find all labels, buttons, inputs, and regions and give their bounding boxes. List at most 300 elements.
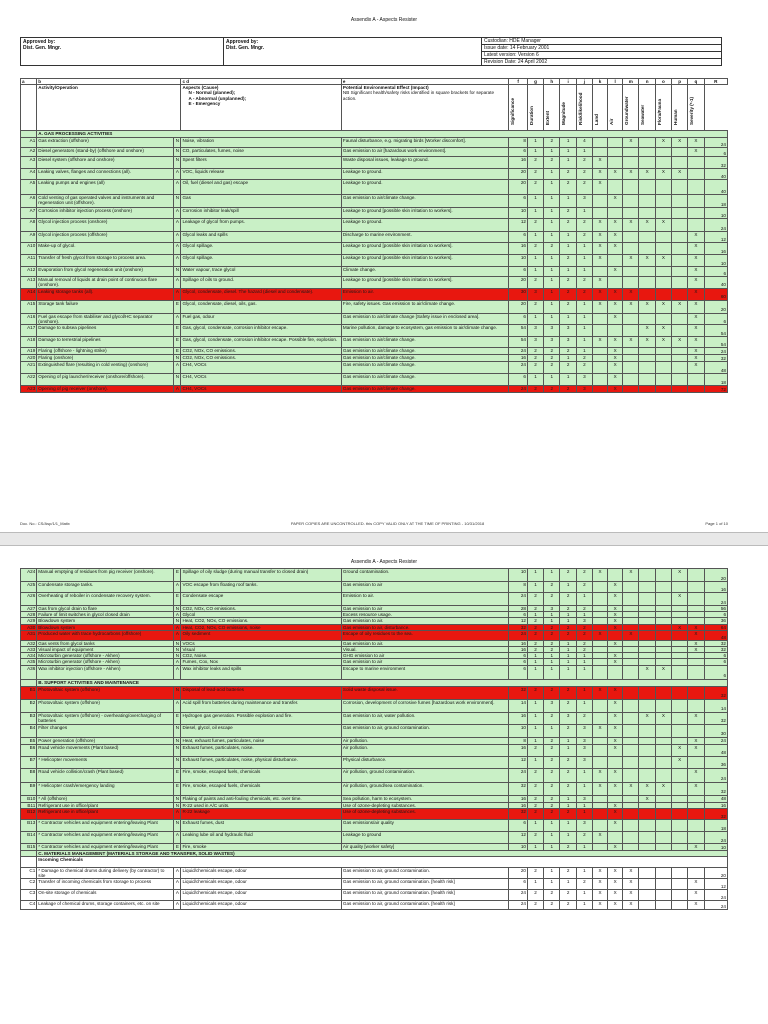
significance-score: 6	[509, 659, 528, 665]
air-impact-mark: X	[608, 768, 623, 782]
significance-score: 24	[509, 890, 528, 901]
risk-likelihood-score: 3	[576, 724, 592, 737]
magnitude-score: 2	[560, 808, 576, 819]
environmental-effect: Visual.	[341, 647, 508, 653]
seawater-impact-mark: X	[639, 300, 655, 313]
human-impact-mark	[672, 768, 688, 782]
duration-score: 1	[527, 712, 543, 724]
activity-operation: Leaking pumps and engines (all)	[37, 180, 174, 195]
column-letter: h	[544, 79, 560, 85]
flora-fauna-impact-mark	[655, 348, 671, 355]
risk-likelihood-score: 2	[576, 219, 592, 232]
condition-code: N	[174, 724, 181, 737]
land-impact-mark	[593, 819, 608, 831]
effect-header-title: Potential Environmental Effect (Impact)	[342, 85, 429, 91]
seawater-impact-mark	[639, 232, 655, 243]
duration-score: 1	[527, 138, 543, 148]
activity-operation: Microturbin generator (offshore - Akhen)	[37, 659, 174, 665]
activity-operation: Diesel system (offshore and onshore)	[37, 157, 174, 169]
land-impact-mark: X	[593, 868, 608, 879]
severity-value: 6	[704, 653, 727, 659]
activity-operation: * Contractor vehicles and equipment entering/leaving Plant	[37, 843, 174, 850]
human-impact-mark: X	[672, 569, 688, 582]
land-impact-mark	[593, 148, 608, 157]
register-row	[21, 569, 728, 582]
activity-operation: Microturbin generator (offshore - Akhen)	[37, 653, 174, 659]
seawater-impact-mark	[639, 724, 655, 737]
duration-score: 1	[527, 879, 543, 890]
land-impact-mark	[593, 362, 608, 374]
risk-likelihood-score: 1	[576, 890, 592, 901]
significance-score: 12	[509, 219, 528, 232]
magnitude-score: 1	[560, 802, 576, 808]
register-page-2	[0, 546, 768, 1024]
condition-code: E	[174, 325, 181, 337]
land-impact-mark	[593, 386, 608, 393]
condition-code: A	[174, 808, 181, 819]
land-impact-mark	[593, 348, 608, 355]
magnitude-score: 2	[560, 569, 576, 582]
human-impact-mark: X	[672, 169, 688, 180]
magnitude-score: 1	[560, 232, 576, 243]
item-id: A15	[21, 300, 37, 313]
extent-score: 2	[544, 686, 560, 699]
significance-score: 20	[509, 300, 528, 313]
human-impact-mark	[672, 901, 688, 910]
other-impact-mark	[688, 819, 704, 831]
duration-score: 1	[527, 232, 543, 243]
risk-likelihood-score: 2	[576, 630, 592, 640]
magnitude-score: 1	[560, 831, 576, 843]
environmental-effect: Air pollution, ground contamination.	[341, 768, 508, 782]
duration-score: 3	[527, 337, 543, 348]
condition-code: A	[174, 868, 181, 879]
land-impact-mark	[593, 756, 608, 768]
flora-fauna-impact-mark	[655, 795, 671, 802]
activity-operation: Flaring (onshore)	[37, 355, 174, 362]
significance-score: 20	[509, 169, 528, 180]
significance-score: 6	[509, 232, 528, 243]
activity-operation: Gas from glycol drain to flare	[37, 606, 174, 612]
activity-operation: Manual removal of liquids at drain point of continuous flare (onshore).	[37, 277, 174, 288]
extent-score: 3	[544, 337, 560, 348]
aspect-cause: Exhaust fumes, particulates, noise, physical disturbance.	[181, 756, 341, 768]
environmental-effect: Gas emission to air, ground contamination.	[341, 724, 508, 737]
condition-code: N	[174, 157, 181, 169]
column-letter: p	[672, 79, 688, 85]
extent-score: 1	[544, 653, 560, 659]
land-impact-mark	[593, 325, 608, 337]
duration-score: 2	[527, 744, 543, 756]
risk-likelihood-score: 2	[576, 288, 592, 300]
activity-operation: Flaring (offshore - lightning strike)	[37, 348, 174, 355]
activity-operation: Transfer of fresh glycol from storage to process area.	[37, 255, 174, 267]
risk-likelihood-score: 1	[576, 148, 592, 157]
air-impact-mark: X	[608, 337, 623, 348]
seawater-impact-mark	[639, 267, 655, 277]
uncontrolled-copy-notice: PAPER COPIES ARE UNCONTROLLED. this COPY VALID ONLY AT THE TIME OF PRINTING - 10/31/2018	[290, 521, 485, 526]
significance-score: 16	[509, 355, 528, 362]
revision-date: Revision Date: 24 April 2002	[484, 59, 548, 65]
risk-likelihood-score: 1	[576, 665, 592, 679]
magnitude-score: 1	[560, 267, 576, 277]
item-id: C4	[21, 901, 37, 910]
air-impact-mark: X	[608, 288, 623, 300]
human-impact-mark	[672, 831, 688, 843]
magnitude-score: 2	[560, 208, 576, 219]
land-impact-mark	[593, 138, 608, 148]
item-id: A23	[21, 386, 37, 393]
environmental-effect: Escape of oily residues to the sea.	[341, 630, 508, 640]
seawater-impact-mark: X	[639, 795, 655, 802]
seawater-impact-mark: X	[639, 169, 655, 180]
environmental-effect: Gas emission to air/climate change.	[341, 348, 508, 355]
groundwater-impact-mark	[623, 819, 639, 831]
flora-fauna-impact-mark	[655, 180, 671, 195]
aspect-cause: CH4, VOCs	[181, 362, 341, 374]
register-row	[21, 355, 728, 362]
register-row	[21, 169, 728, 180]
activity-operation: Filter changes	[37, 724, 174, 737]
land-impact-mark	[593, 744, 608, 756]
activity-operation: Blowdown system	[37, 624, 174, 630]
risk-likelihood-score: 1	[576, 267, 592, 277]
aspect-cause: Fire, smoke, escaped fuels, chemicals	[181, 768, 341, 782]
condition-code: A	[174, 362, 181, 374]
human-impact-mark	[672, 267, 688, 277]
document-title: Assendix A - Aspects Resister	[350, 17, 418, 23]
seawater-impact-mark	[639, 288, 655, 300]
condition-code: N	[174, 138, 181, 148]
duration-score: 2	[527, 802, 543, 808]
register-row	[21, 148, 728, 157]
air-impact-mark: X	[608, 582, 623, 593]
magnitude-score: 3	[560, 337, 576, 348]
extent-score: 1	[544, 300, 560, 313]
land-impact-mark	[593, 712, 608, 724]
seawater-impact-mark	[639, 582, 655, 593]
risk-likelihood-score: 2	[576, 569, 592, 582]
duration-score: 2	[527, 647, 543, 653]
approved-by-1	[21, 38, 224, 65]
duration-score: 1	[527, 313, 543, 324]
other-impact-mark: X	[688, 782, 704, 795]
land-impact-mark	[593, 208, 608, 219]
environmental-effect: Discharge to marine environment.	[341, 232, 508, 243]
land-impact-mark: X	[593, 768, 608, 782]
environmental-effect: Gas emission to air	[341, 582, 508, 593]
environmental-effect: Gas emission to air/climate change.	[341, 337, 508, 348]
register-row	[21, 362, 728, 374]
flora-fauna-impact-mark	[655, 686, 671, 699]
land-impact-mark: X	[593, 337, 608, 348]
seawater-impact-mark	[639, 819, 655, 831]
air-impact-mark: X	[608, 169, 623, 180]
vertical-header-label: Significance	[510, 98, 516, 126]
register-row	[21, 593, 728, 606]
land-impact-mark: X	[593, 288, 608, 300]
aspect-cause: Disposal of lead-acid batteries	[181, 686, 341, 699]
severity-value: 24	[704, 593, 727, 606]
duration-score: 2	[527, 795, 543, 802]
activity-operation: Fuel gas escape from stabiliser and glycol/HC separator (onshore).	[37, 313, 174, 324]
duration-score: 1	[527, 612, 543, 618]
duration-score: 1	[527, 255, 543, 267]
groundwater-impact-mark: X	[623, 890, 639, 901]
flora-fauna-impact-mark	[655, 831, 671, 843]
extent-score: 1	[544, 868, 560, 879]
environmental-effect: Emission to air.	[341, 288, 508, 300]
extent-score: 1	[544, 843, 560, 850]
aspect-cause: R-22 leakage	[181, 808, 341, 819]
air-impact-mark: X	[608, 802, 623, 808]
extent-score: 2	[544, 386, 560, 393]
significance-score: 6	[509, 612, 528, 618]
other-impact-mark: X	[688, 288, 704, 300]
duration-score: 2	[527, 593, 543, 606]
aspect-cause: Glycol spillage.	[181, 255, 341, 267]
magnitude-score: 2	[560, 255, 576, 267]
vertical-header	[608, 85, 623, 131]
duration-score: 2	[527, 624, 543, 630]
environmental-effect: Air pollution.	[341, 737, 508, 744]
environmental-effect: Gas emission to air [hazardous work environment].	[341, 148, 508, 157]
column-letter: f	[509, 79, 528, 85]
duration-score: 2	[527, 219, 543, 232]
significance-score: 14	[509, 699, 528, 712]
significance-score: 8	[509, 582, 528, 593]
condition-code: A	[174, 169, 181, 180]
flora-fauna-impact-mark: X	[655, 712, 671, 724]
register-row	[21, 288, 728, 300]
severity-value: 32	[704, 355, 727, 362]
condition-code: A	[174, 630, 181, 640]
significance-score: 24	[509, 768, 528, 782]
other-impact-mark: X	[688, 768, 704, 782]
activity-operation: Leakage of chemical drums, storage containers, etc. on site	[37, 901, 174, 910]
severity-value: 72	[704, 386, 727, 393]
risk-likelihood-score: 2	[576, 606, 592, 612]
human-impact-mark	[672, 737, 688, 744]
human-impact-mark	[672, 843, 688, 850]
severity-value: 24	[704, 138, 727, 148]
duration-score: 2	[527, 362, 543, 374]
groundwater-impact-mark	[623, 808, 639, 819]
other-impact-mark	[688, 169, 704, 180]
air-impact-mark	[608, 630, 623, 640]
condition-code: A	[175, 659, 179, 665]
register-row	[21, 868, 728, 879]
condition-code: E	[175, 843, 179, 849]
section-heading: A. GAS PROCESSING ACTIVITIES	[37, 131, 728, 138]
condition-code: A	[174, 831, 181, 843]
other-impact-mark	[688, 593, 704, 606]
seawater-impact-mark	[639, 157, 655, 169]
column-letter: o	[655, 79, 671, 85]
other-impact-mark	[688, 724, 704, 737]
flora-fauna-impact-mark	[655, 901, 671, 910]
significance-score: 20	[509, 180, 528, 195]
flora-fauna-impact-mark	[655, 879, 671, 890]
duration-score: 2	[527, 640, 543, 646]
land-impact-mark	[593, 795, 608, 802]
severity-value: 40	[704, 180, 727, 195]
other-impact-mark: X	[688, 348, 704, 355]
extent-score: 2	[544, 712, 560, 724]
flora-fauna-impact-mark	[655, 569, 671, 582]
air-impact-mark: X	[608, 653, 623, 659]
air-impact-mark: X	[608, 782, 623, 795]
aspect-cause: Spillage of oily sludge (during manual transfer to closed drain)	[181, 569, 341, 582]
magnitude-score: 1	[560, 653, 576, 659]
item-id: A19	[21, 348, 37, 355]
environmental-effect: Gas emission to air/climate change.	[341, 195, 508, 208]
groundwater-impact-mark: X	[623, 300, 639, 313]
air-impact-mark: X	[608, 890, 623, 901]
risk-likelihood-score: 1	[576, 325, 592, 337]
condition-code: E	[174, 569, 181, 582]
flora-fauna-impact-mark	[655, 374, 671, 386]
item-id: B2	[21, 699, 37, 712]
magnitude-score: 1	[560, 243, 576, 255]
aspect-cause: Water vapour, trace glycol	[181, 267, 341, 277]
flora-fauna-impact-mark: X	[655, 665, 671, 679]
aspect-cause: Glycol	[181, 612, 341, 618]
other-impact-mark: X	[688, 640, 704, 646]
environmental-effect: Gas emission to air	[341, 659, 508, 665]
column-letter: l	[608, 79, 623, 85]
environmental-effect: GHG emission to air	[341, 653, 508, 659]
magnitude-score: 2	[560, 300, 576, 313]
groundwater-impact-mark	[623, 843, 639, 850]
land-impact-mark: X	[593, 569, 608, 582]
seawater-impact-mark	[639, 180, 655, 195]
seawater-impact-mark	[639, 148, 655, 157]
magnitude-score: 2	[560, 724, 576, 737]
human-impact-mark	[672, 148, 688, 157]
condition-code: E	[174, 593, 181, 606]
magnitude-score: 2	[560, 901, 576, 910]
significance-score: 6	[509, 148, 528, 157]
column-letter: j	[576, 79, 592, 85]
flora-fauna-impact-mark	[655, 768, 671, 782]
activity-operation: Storage tank failure	[37, 300, 174, 313]
register-row	[21, 300, 728, 313]
environmental-effect: Physical disturbance.	[341, 756, 508, 768]
magnitude-score: 2	[560, 630, 576, 640]
significance-score: 6	[509, 879, 528, 890]
significance-score: 6	[509, 665, 528, 679]
air-impact-mark: X	[608, 612, 623, 618]
other-impact-mark	[688, 756, 704, 768]
vertical-header	[560, 85, 576, 131]
risk-likelihood-score: 1	[576, 255, 592, 267]
item-id: A4	[21, 169, 37, 180]
air-impact-mark: X	[608, 232, 623, 243]
effect-header-note: NB Significant health/safety risks identified in square brackets for separate action.	[342, 90, 495, 101]
air-impact-mark	[608, 138, 623, 148]
magnitude-score: 2	[560, 768, 576, 782]
air-impact-mark: X	[608, 737, 623, 744]
register-row	[21, 157, 728, 169]
air-impact-mark: X	[608, 879, 623, 890]
seawater-impact-mark	[639, 868, 655, 879]
other-impact-mark: X	[688, 277, 704, 288]
other-impact-mark	[688, 699, 704, 712]
significance-score: 6	[509, 374, 528, 386]
severity-value: 32	[704, 640, 727, 646]
human-impact-mark	[672, 868, 688, 879]
significance-score: 8	[509, 138, 528, 148]
aspect-cause: Glycol spillage.	[181, 243, 341, 255]
register-row	[21, 857, 728, 868]
flora-fauna-impact-mark	[655, 243, 671, 255]
item-id: B7	[21, 756, 37, 768]
magnitude-score: 2	[560, 348, 576, 355]
aspect-cause: Heat, CO2, NOx, CO emissions.	[181, 618, 341, 624]
duration-score: 2	[527, 901, 543, 910]
risk-likelihood-score: 2	[576, 582, 592, 593]
land-impact-mark: X	[593, 219, 608, 232]
air-impact-mark	[608, 255, 623, 267]
seawater-impact-mark: X	[639, 337, 655, 348]
severity-value: 32	[704, 157, 727, 169]
severity-value: 48	[704, 744, 727, 756]
air-impact-mark: X	[608, 686, 623, 699]
severity-value: 18	[704, 819, 727, 831]
extent-score: 1	[544, 612, 560, 618]
issue-date: Issue date: 14 February 2001	[482, 45, 721, 52]
duration-score: 1	[527, 208, 543, 219]
vertical-header-label: Duration	[528, 106, 534, 126]
extent-score: 1	[544, 569, 560, 582]
duration-score: 3	[527, 288, 543, 300]
activity-operation: Leaking storage tanks (all).	[37, 288, 174, 300]
vertical-header-label: Flora/Fauna	[656, 99, 662, 126]
risk-likelihood-score: 1	[576, 659, 592, 665]
register-row	[21, 337, 728, 348]
human-impact-mark	[672, 630, 688, 640]
significance-score: 32	[509, 782, 528, 795]
seawater-impact-mark	[639, 699, 655, 712]
risk-likelihood-score: 1	[576, 699, 592, 712]
land-impact-mark	[593, 737, 608, 744]
condition-code: A	[174, 255, 181, 267]
item-id: B13	[21, 819, 37, 831]
human-impact-mark	[672, 277, 688, 288]
item-id: A32	[21, 640, 37, 646]
flora-fauna-impact-mark: X	[655, 300, 671, 313]
risk-likelihood-score: 1	[576, 843, 592, 850]
land-impact-mark	[593, 665, 608, 679]
environmental-effect: Leakage to ground.	[341, 180, 508, 195]
environmental-effect: Corrosion, development of corrosive fumes [hazardous work environment].	[341, 699, 508, 712]
severity-value: 6	[704, 313, 727, 324]
aspect-cause: CO, particulates, fumes, noise	[181, 148, 341, 157]
air-impact-mark: X	[608, 348, 623, 355]
item-id: A9	[21, 232, 37, 243]
other-impact-mark: X	[688, 255, 704, 267]
flora-fauna-impact-mark	[655, 724, 671, 737]
seawater-impact-mark	[639, 744, 655, 756]
register-row	[21, 744, 728, 756]
magnitude-score: 2	[560, 606, 576, 612]
severity-value: 6	[704, 665, 727, 679]
register-row	[21, 386, 728, 393]
duration-score: 1	[527, 665, 543, 679]
human-impact-mark	[672, 686, 688, 699]
flora-fauna-impact-mark: X	[655, 138, 671, 148]
